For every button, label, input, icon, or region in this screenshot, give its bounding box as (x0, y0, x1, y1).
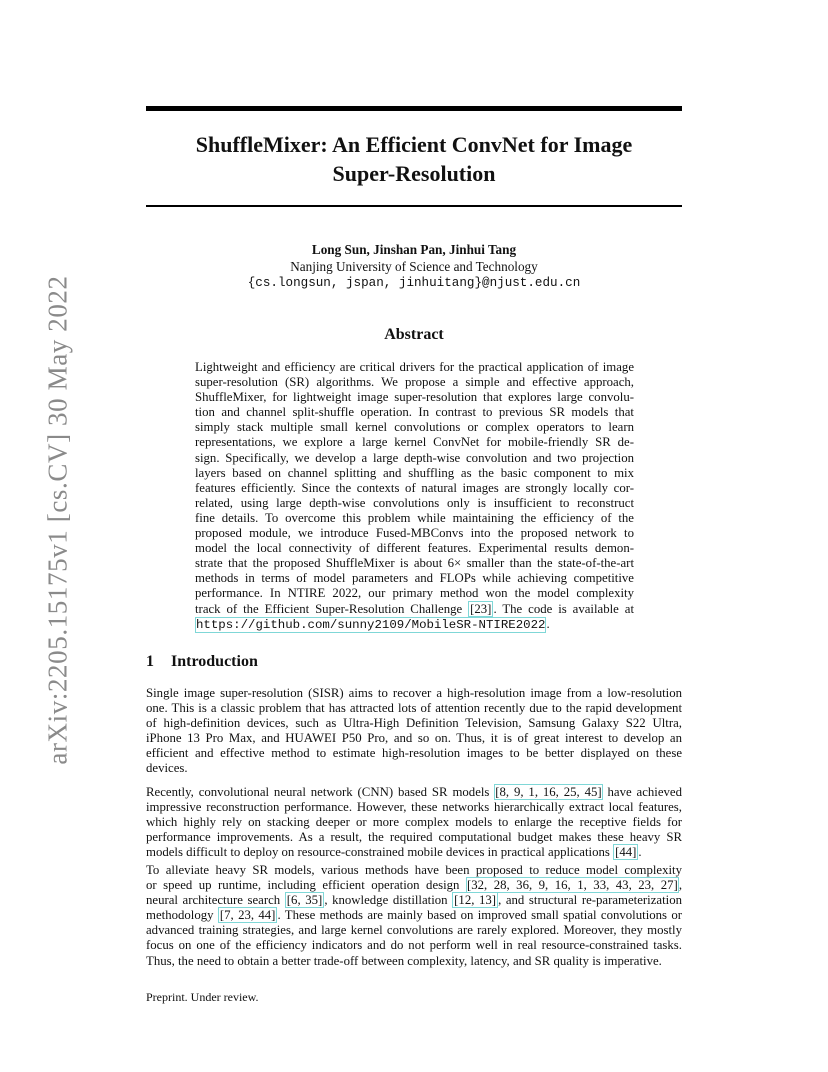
section-heading-introduction (146, 653, 258, 671)
body-text: , (678, 878, 683, 893)
abstract-line: sign. Specifically, we develop a large depth-wise convolution and two projection (195, 450, 634, 465)
body-text: or speed up runtime, including efficient operation design (146, 878, 466, 893)
abstract-text: . (546, 616, 550, 631)
abstract-line (195, 617, 634, 632)
abstract-text: track of the Efficient Super-Resolution Challenge (195, 601, 469, 616)
body-line (146, 878, 682, 893)
body-line: Single image super-resolution (SISR) aims to recover a high-resolution image from a low-resolution (146, 686, 682, 700)
abstract-line: simply stack multiple small kernel convolutions or complex operators to learn (195, 420, 634, 435)
abstract-line: ShuffleMixer, for lightweight image super-resolution that explores large convolu- (195, 390, 634, 405)
paragraph-1 (146, 686, 682, 777)
body-text: methodology (146, 908, 218, 923)
abstract-line: representations, we explore a large kernel ConvNet for mobile-friendly SR de- (195, 435, 634, 450)
citation-link[interactable]: [32, 28, 36, 9, 16, 1, 33, 43, 23, 27] (466, 878, 678, 893)
abstract-line: tion and channel split-shuffle operation. In contrast to previous SR models that (195, 405, 634, 420)
body-line: efficient and effective method to estimate high-resolution images to be better displayed on these (146, 746, 682, 761)
body-line: one. This is a classic problem that has attracted lots of attention recently due to the rapid development (146, 701, 682, 716)
body-line: To alleviate heavy SR models, various methods have been proposed to reduce model complexity (146, 863, 682, 877)
body-line: of high-definition devices, such as Ultra-High Definition Television, Samsung Galaxy S22 Ultra, (146, 716, 682, 731)
body-line (146, 908, 682, 923)
abstract-line: layers based on channel splitting and shuffling as the basic component to mix (195, 465, 634, 480)
code-url-link[interactable]: https://github.com/sunny2109/MobileSR-NTIRE2022 (196, 617, 546, 632)
body-line: advanced training strategies, and large kernel convolutions are rarely explored. Moreover, they mostly (146, 923, 682, 938)
author-emails: {cs.longsun, jspan, jinhuitang}@njust.edu.cn (247, 276, 581, 290)
abstract-heading: Abstract (384, 326, 444, 343)
body-line: devices. (146, 761, 188, 776)
paragraph-3 (146, 863, 682, 969)
arxiv-side-identifier: arXiv:2205.15175v1 [cs.CV] 30 May 2022 (42, 275, 73, 765)
section-number: 1 (146, 653, 154, 670)
body-line (146, 893, 682, 908)
footer-note: Preprint. Under review. (146, 990, 259, 1004)
abstract-line: Lightweight and efficiency are critical drivers for the practical application of image (195, 360, 634, 374)
title-line-2: Super-Resolution (332, 161, 496, 186)
body-text: models difficult to deploy on resource-constrained mobile devices in practical applications (146, 845, 614, 860)
citation-link[interactable]: [8, 9, 1, 16, 25, 45] (495, 785, 602, 799)
body-text: . (638, 845, 642, 860)
body-text: , knowledge distillation (324, 893, 453, 908)
abstract-line: model the local connectivity of different features. Experimental results demon- (195, 541, 634, 556)
abstract-line: fine details. To overcome this problem while maintaining the efficiency of the (195, 510, 634, 525)
abstract-line: methods in terms of model parameters and FLOPs while achieving competitive (195, 571, 634, 586)
author-block (146, 241, 682, 292)
citation-link[interactable]: [7, 23, 44] (219, 908, 276, 923)
citation-link[interactable]: [6, 35] (286, 893, 323, 908)
citation-link[interactable]: [12, 13] (454, 893, 497, 908)
citation-link[interactable]: [44] (615, 845, 637, 860)
paragraph-2 (146, 785, 682, 860)
abstract-line: super-resolution (SR) algorithms. We propose a simple and effective approach, (195, 375, 634, 390)
body-line (146, 785, 682, 800)
body-line: Thus, the need to obtain a better trade-off between complexity, latency, and SR quality is imperative. (146, 953, 662, 968)
affiliation: Nanjing University of Science and Technology (290, 259, 538, 274)
abstract-line (195, 602, 634, 617)
citation-link[interactable]: [23] (470, 601, 492, 616)
abstract-line: features efficiently. Since the contexts of natural images are strongly locally cor- (195, 480, 634, 495)
body-line: performance improvements. As a result, the required computational budget makes these heavy SR (146, 830, 682, 845)
title-line-1: ShuffleMixer: An Efficient ConvNet for Image (195, 132, 633, 157)
abstract-text: . The code is available at (493, 601, 634, 616)
body-text: , and structural re-parameterization (498, 893, 682, 908)
abstract-line: proposed module, we introduce Fused-MBConvs into the proposed network to (195, 526, 634, 541)
body-text: neural architecture search (146, 893, 285, 908)
abstract-line: strate that the proposed ShuffleMixer is about 6× smaller than the state-of-the-art (195, 556, 634, 571)
body-text: have achieved (602, 785, 682, 799)
section-title: Introduction (171, 653, 258, 670)
paper-title (146, 130, 682, 188)
body-line: iPhone 13 Pro Max, and HUAWEI P50 Pro, and so on. Thus, it is of great interest to develop an (146, 731, 682, 746)
body-text: Recently, convolutional neural network (CNN) based SR models (146, 785, 495, 799)
title-top-rule (146, 106, 682, 111)
body-line: which highly rely on stacking deeper or more complex models to enlarge the receptive fields for (146, 815, 682, 830)
author-names: Long Sun, Jinshan Pan, Jinhui Tang (311, 242, 517, 257)
body-text: . These methods are mainly based on improved small spatial convolutions or (277, 908, 683, 923)
body-line: impressive reconstruction performance. However, these networks hierarchically extract local features, (146, 800, 682, 815)
abstract-line: related, using large depth-wise convolutions only is insufficient to reconstruct (195, 495, 634, 510)
abstract-body (195, 360, 634, 632)
abstract-line: performance. In NTIRE 2022, our primary method won the model complexity (195, 586, 634, 601)
body-line: focus on one of the efficiency indicators and do not perform well in real resource-constrained tasks. (146, 938, 682, 953)
body-line (146, 845, 682, 860)
title-bottom-rule (146, 205, 682, 207)
